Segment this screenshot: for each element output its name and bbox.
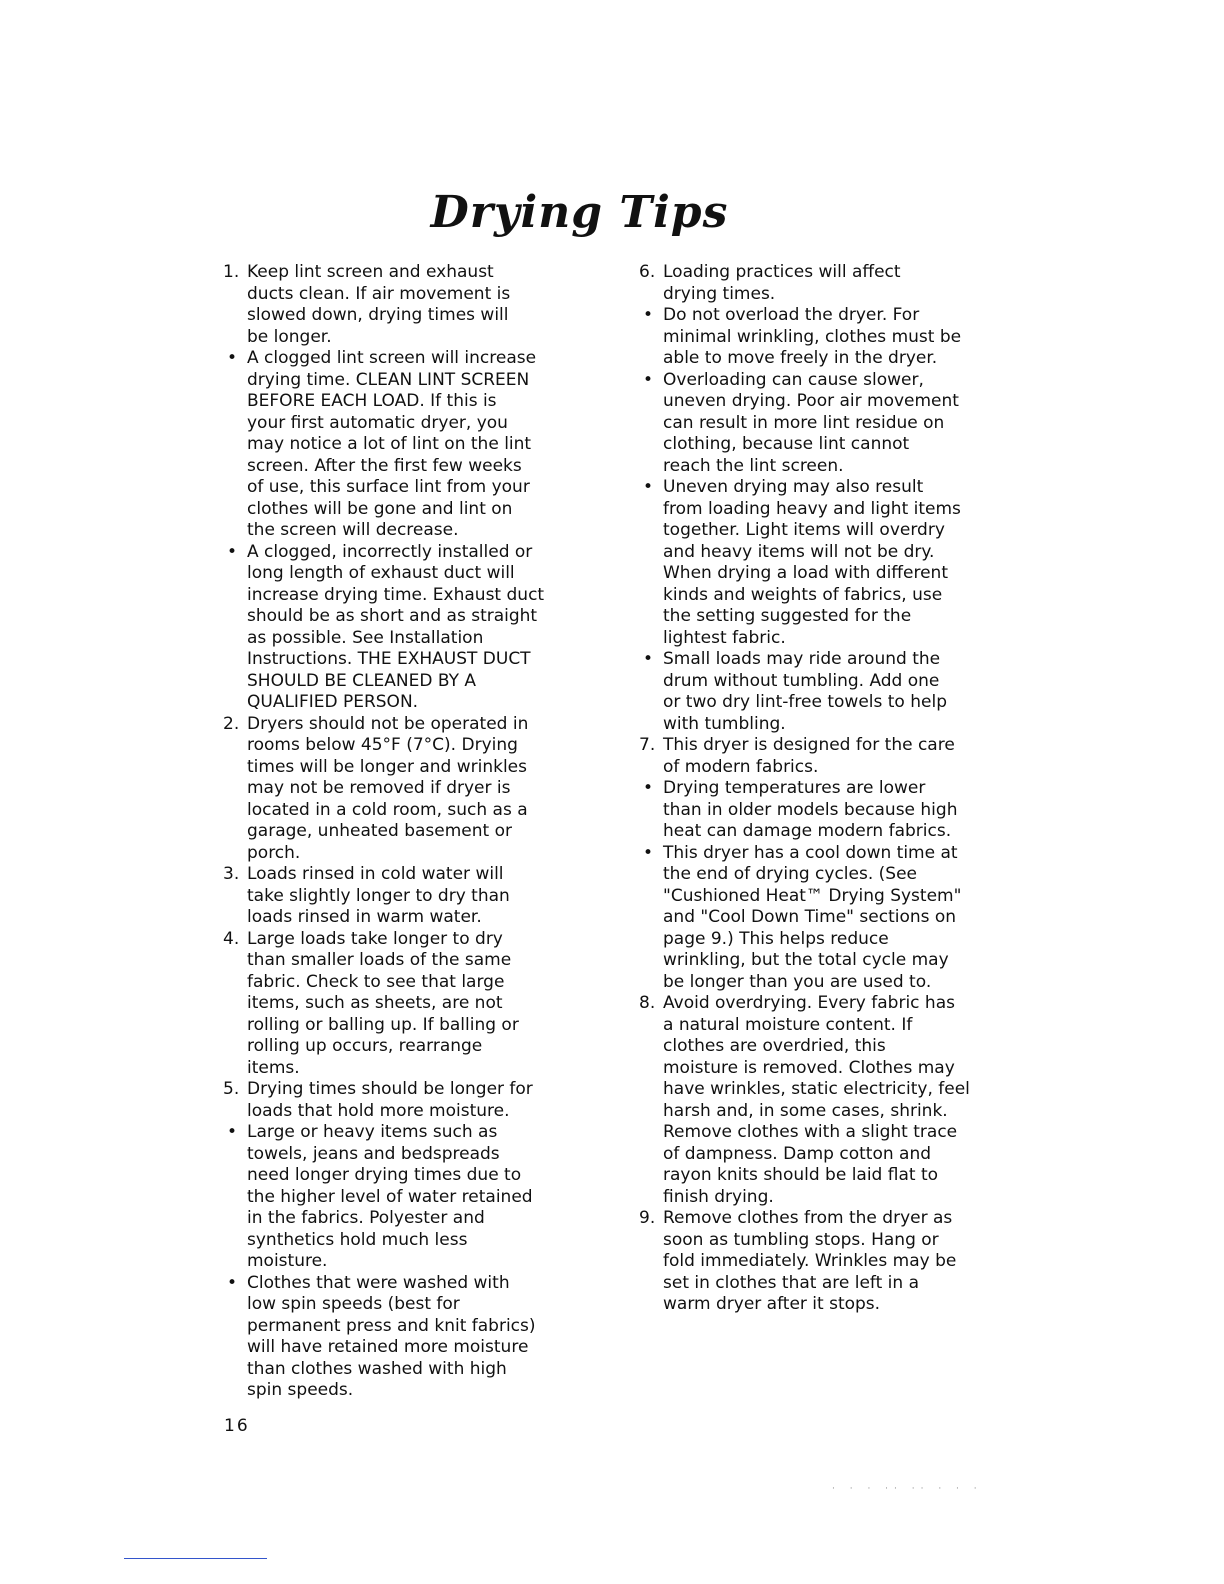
item-text: Uneven drying may also result from loading heavy and light items together. Light items will overdry and heavy items will not be dry. When drying a load with different kinds and weights of fabrics, use the setting suggested for the lightest fabric. [663,477,961,648]
item-text: Overloading can cause slower, uneven drying. Poor air movement can result in more lint residue on clothing, because lint cannot reach the lint screen. [663,369,959,476]
bullet-marker: • [643,305,654,325]
item-number: 7. [639,735,656,755]
numbered-item [223,864,583,929]
item-number: 8. [639,993,656,1013]
bullet-item [223,542,583,714]
item-number: 2. [223,713,240,734]
item-number: 9. [639,1208,656,1228]
item-text: Small loads may ride around the drum without tumbling. Add one or two dry lint-free towels to help with tumbling. [663,649,947,734]
item-text: Large loads take longer to dry than smaller loads of the same fabric. Check to see that large items, such as sheets, are not rolling or balling up. If balling or rolling up occurs, rearrange items. [247,928,519,1078]
numbered-item [223,262,583,348]
item-text: Do not overload the dryer. For minimal wrinkling, clothes must be able to move freely in the dryer. [663,305,962,368]
page-number: 16 [224,1416,250,1436]
left-column [223,262,583,1402]
item-text: Drying times should be longer for loads that hold more moisture. [247,1079,533,1121]
footer-rule [124,1558,267,1559]
bullet-item [639,370,999,478]
bullet-item [639,305,999,370]
item-number: 1. [223,262,240,282]
item-text: Clothes that were washed with low spin speeds (best for permanent press and knit fabrics) will have retained more moisture than clothes washed with high spin speeds. [247,1272,536,1400]
item-text: This dryer is designed for the care of modern fabrics. [663,735,955,777]
item-number: 3. [223,864,240,884]
bullet-marker: • [643,778,654,798]
bullet-marker: • [643,369,654,390]
bullet-item [223,1122,583,1273]
right-column [639,262,999,1316]
bullet-item [639,477,999,649]
bullet-marker: • [227,1272,238,1293]
bullet-marker: • [227,1122,238,1142]
bullet-item [223,348,583,542]
page-title: Drying Tips [430,187,729,239]
bullet-marker: • [227,541,238,562]
numbered-item [223,714,583,865]
item-text: Loading practices will affect drying times. [663,262,901,304]
numbered-item [639,1208,999,1316]
item-text: Keep lint screen and exhaust ducts clean. If air movement is slowed down, drying times will be longer. [247,262,511,347]
item-text: Dryers should not be operated in rooms below 45°F (7°C). Drying times will be longer and wrinkles may not be removed if dryer is located in a cold room, such as a garage, unheated basement or porch. [247,713,529,863]
bullet-marker: • [643,477,654,497]
item-text: Avoid overdrying. Every fabric has a natural moisture content. If clothes are overdried, this moisture is removed. Clothes may have wrinkles, static electricity, feel harsh and, in some cases, shrink. Remove clothes with a slight trace of dampness. Damp cotton and rayon knits should be laid flat to finish drying. [663,993,970,1207]
numbered-item [639,993,999,1208]
bullet-item [639,778,999,843]
numbered-item [223,1079,583,1122]
bullet-marker: • [227,348,238,368]
numbered-item [639,735,999,778]
bullet-item [639,843,999,994]
item-text: Loads rinsed in cold water will take slightly longer to dry than loads rinsed in warm water. [247,864,510,927]
item-text: A clogged, incorrectly installed or long length of exhaust duct will increase drying time. Exhaust duct should be as short and as straight as possible. See Installation Instructions. THE EXHAUST DUCT SHOULD BE CLEANED BY A QUALIFIED PERSON. [247,541,545,712]
item-text: This dryer has a cool down time at the end of drying cycles. (See "Cushioned Heat™ Drying System" and "Cool Down Time" sections on page 9.) This helps reduce wrinkling, but the total cycle may be longer than you are used to. [663,842,962,992]
item-text: Drying temperatures are lower than in older models because high heat can damage modern fabrics. [663,778,958,841]
numbered-item [639,262,999,305]
item-number: 6. [639,262,656,282]
bullet-marker: • [643,842,654,863]
item-text: Remove clothes from the dryer as soon as tumbling stops. Hang or fold immediately. Wrinkles may be set in clothes that are left in a warm dryer after it stops. [663,1208,957,1314]
item-text: Large or heavy items such as towels, jeans and bedspreads need longer drying times due to the higher level of water retained in the fabrics. Polyester and synthetics hold much less moisture. [247,1122,533,1271]
bullet-item [223,1273,583,1402]
scan-specks: · · · ·· ·· · · · [832,1484,983,1494]
bullet-item [639,649,999,735]
numbered-item [223,929,583,1080]
bullet-marker: • [643,649,654,669]
item-number: 4. [223,928,240,949]
item-text: A clogged lint screen will increase drying time. CLEAN LINT SCREEN BEFORE EACH LOAD. If this is your first automatic dryer, you may notice a lot of lint on the lint screen. After the first few weeks of use, this surface lint from your clothes will be gone and lint on the screen will decrease. [247,348,537,540]
item-number: 5. [223,1079,240,1099]
